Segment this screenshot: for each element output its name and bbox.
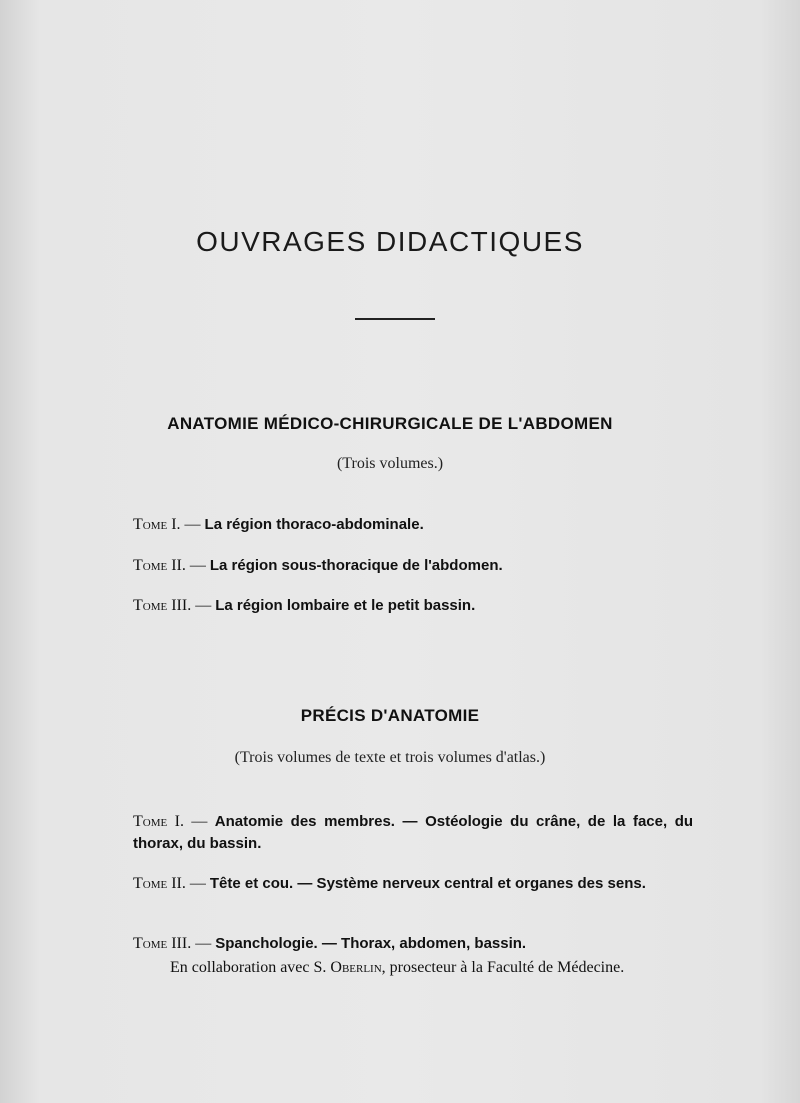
section2-title: PRÉCIS D'ANATOMIE xyxy=(300,706,480,725)
tome-label: Tome II. xyxy=(133,557,186,574)
section1-tome-1 xyxy=(133,514,693,536)
page-title: OUVRAGES DIDACTIQUES xyxy=(196,226,584,257)
section1-tome-2 xyxy=(133,555,693,577)
section2-tome-1 xyxy=(133,811,693,855)
title-rule xyxy=(355,318,435,320)
tome-text: Tête et cou. — Système nerveux central et organes des sens. xyxy=(209,875,646,892)
tome-dash: — xyxy=(191,813,208,830)
section1-subtitle: (Trois volumes.) xyxy=(336,455,444,472)
tome-dash: — xyxy=(184,516,201,533)
tome-text: La région thoraco-abdominale. xyxy=(204,516,424,533)
tome-label: Tome I. xyxy=(133,516,181,533)
collab-name: Oberlin xyxy=(330,959,382,976)
tome-text: Spanchologie. — Thorax, abdomen, bassin. xyxy=(215,935,527,952)
tome-text: La région lombaire et le petit bassin. xyxy=(215,597,476,614)
tome-dash: — xyxy=(195,597,212,614)
collaboration-note xyxy=(133,957,693,979)
tome-dash: — xyxy=(189,875,206,892)
section2-subtitle: (Trois volumes de texte et trois volumes d'atlas.) xyxy=(234,749,546,766)
tome-dash: — xyxy=(189,557,206,574)
tome-label: Tome III. xyxy=(133,935,192,952)
section1-title: ANATOMIE MÉDICO-CHIRURGICALE DE L'ABDOMEN xyxy=(167,414,613,433)
tome-label: Tome I. xyxy=(133,813,184,830)
tome-label: Tome III. xyxy=(133,597,192,614)
collab-prefix: En collaboration avec S. xyxy=(170,959,327,976)
tome-text: Anatomie des membres. — Ostéologie du crâne, de la face, du thorax, du bassin. xyxy=(133,813,694,852)
section1-tome-3 xyxy=(133,595,693,617)
section2-tome-3 xyxy=(133,933,693,955)
tome-dash: — xyxy=(195,935,212,952)
section2-tome-2 xyxy=(133,873,693,895)
collab-suffix: , prosecteur à la Faculté de Médecine. xyxy=(381,959,625,976)
tome-text: La région sous-thoracique de l'abdomen. xyxy=(209,557,503,574)
tome-label: Tome II. xyxy=(133,875,186,892)
